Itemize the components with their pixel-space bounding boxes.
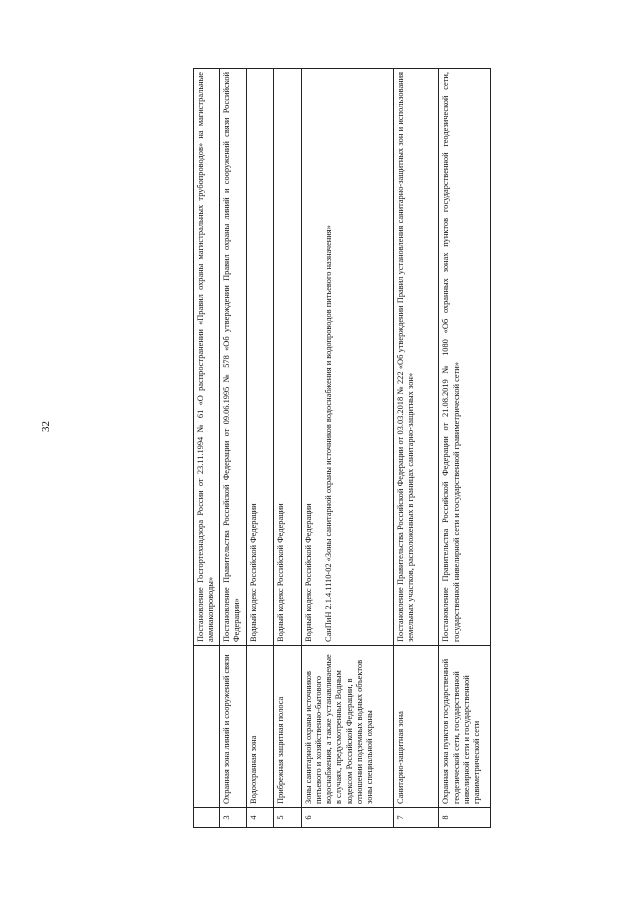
table-row [439,69,491,828]
regulation-text: СанПиН 2.1.4.1110-02 «Зоны санитарной охраны источников водоснабжения и водопроводов питьевого назначения» [323,225,333,642]
regulation-text: Водный кодекс Российской Федерации [249,503,259,642]
zone-name-cell: Прибрежная защитная полоса [274,646,301,808]
row-number-cell: 8 [439,808,491,828]
table-row [247,69,274,828]
regulation-text: Водный кодекс Российской Федерации [303,503,313,642]
table-row [219,69,246,828]
regulation-cell [194,69,220,646]
row-number-cell: 6 [301,808,393,828]
zone-name-cell: Водоохранная зона [247,646,274,808]
zone-name-cell: Зоны санитарной охраны источников питьевого и хозяйственно-бытового водоснабжения, а также устанавливаемые в случаях, предусмотренных Водным кодексом Российской Федерации, в отношении подземных водных объектов зоны специальной охраны [301,646,393,808]
row-number-cell: 3 [219,808,246,828]
regulation-text: Водный кодекс Российской Федерации [276,503,286,642]
regulation-text: Постановление Правительства Российской Федерации от 03.03.2018 № 222 «Об утверждении Правил установления санитарно-защитных зон и использования земельных участков, расположенных в границах санитарно-защитных зон» [395,72,416,642]
zone-name-cell [194,646,220,808]
table-row [393,69,439,828]
row-number-cell: 7 [393,808,439,828]
row-number-cell: 5 [274,808,301,828]
zone-name-cell: Санитарно-защитная зона [393,646,439,808]
regulation-cell [219,69,246,646]
regulation-text: Постановление Правительства Российской Федерации от 09.06.1995 № 578 «Об утверждении Правил охраны линий и сооружений связи Российской Федерации» [221,72,242,642]
zone-name-cell: Охранная зона линий и сооружений связи [219,646,246,808]
table-row [301,69,393,828]
row-number-cell: 4 [247,808,274,828]
rotated-table-wrapper [193,68,491,828]
table-row-continuation [194,69,220,828]
row-number-cell [194,808,220,828]
table-row [274,69,301,828]
regulation-text: Постановление Госгортехнадзора России от 23.11.1994 № 61 «О распространении «Правил охраны магистральных трубопроводов» на магистральные аммиакопроводы» [196,72,216,642]
regulation-text: Постановление Правительства Российской Федерации от 21.08.2019 № 1080 «Об охранных зонах пунктов государственной геодезической сети, государственной нивелирной сети и государственной гравиметрической сети» [441,72,461,642]
page-number: 32 [40,421,52,432]
regulation-cell [247,69,274,646]
regulation-cell [301,69,393,646]
protection-zones-table [193,68,491,828]
regulation-cell [274,69,301,646]
regulation-cell [393,69,439,646]
regulation-cell [439,69,491,646]
zone-name-cell: Охранная зона пунктов государственной геодезической сети, государственной нивелирной сети и государственной гравиметрической сети [439,646,491,808]
